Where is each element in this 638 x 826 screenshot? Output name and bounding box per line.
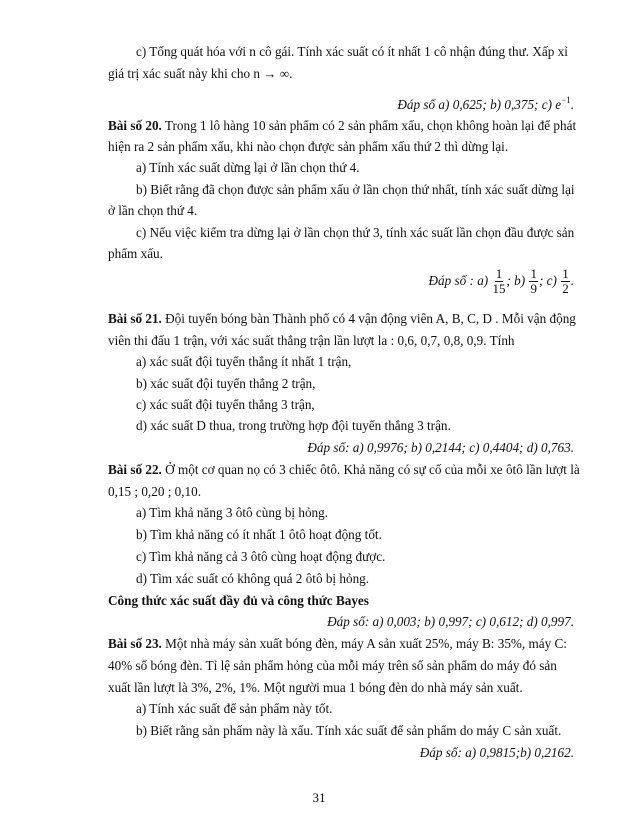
- problem-23b: b) Biết rằng sản phẩm này là xấu. Tính xác suất để sản phẩm do máy C sản xuất.: [136, 723, 562, 738]
- problem-21b: b) xác suất đội tuyển thắng 2 trận,: [136, 376, 316, 391]
- problem-19c-line2: giá trị xác suất này khi cho n → ∞.: [108, 66, 293, 81]
- problem-23-line3: xuất lần lượt là 3%, 2%, 1%. Một người mua 1 bóng đèn do nhà máy sản xuất.: [108, 680, 523, 695]
- problem-19c-line1: c) Tổng quát hóa với n cô gái. Tính xác suất có ít nhất 1 cô nhận đúng thư. Xấp xỉ: [136, 44, 568, 59]
- problem-21d: d) xác suất D thua, trong trường hợp đội tuyển thắng 3 trận.: [136, 418, 451, 433]
- problem-20-label: Bài số 20.: [108, 118, 162, 133]
- section-heading: Công thức xác suất đầy đủ và công thức Bayes: [108, 593, 369, 608]
- problem-22-label: Bài số 22.: [108, 462, 162, 477]
- problem-20-line2: hiện ra 2 sản phẩm xấu, khi nào chọn được sản phẩm xấu thứ 2 thì dừng lại.: [108, 139, 509, 154]
- problem-22a: a) Tìm khả năng 3 ôtô cùng bị hỏng.: [136, 505, 329, 520]
- fraction-c: $\frac{1}{2}$: [562, 266, 569, 297]
- problem-20a: a) Tính xác suất dừng lại ở lần chọn thứ 4.: [136, 160, 360, 175]
- problem-22c: c) Tìm khả năng cả 3 ôtô cùng hoạt động được.: [136, 549, 386, 564]
- problem-22b: b) Tìm khả năng có ít nhất 1 ôtô hoạt động tốt.: [136, 527, 382, 542]
- problem-23-label: Bài số 23.: [108, 636, 162, 651]
- problem-20-line1: Bài số 20. Trong 1 lô hàng 10 sản phẩm có 2 sản phẩm xấu, chọn không hoàn lại để phát: [108, 118, 577, 133]
- problem-21-answer: Đáp số: a) 0,9976; b) 0,2144; c) 0,4404; d) 0,763.: [307, 440, 574, 455]
- problem-23-line1: Bài số 23. Một nhà máy sản xuất bóng đèn, máy A sản xuất 25%, máy B: 35%, máy C:: [108, 636, 567, 651]
- problem-21-line2: viên thi đấu 1 trận, với xác suất thắng trận lần lượt la : 0,6, 0,7, 0,8, 0,9. Tính: [108, 333, 515, 348]
- problem-20c-line1: c) Nếu việc kiểm tra dừng lại ở lần chọn thứ 3, tính xác suất lần chọn đầu được sản: [136, 225, 575, 240]
- problem-23-answer: Đáp số: a) 0,9815;b) 0,2162.: [419, 745, 574, 760]
- problem-21a: a) xác suất đội tuyển thắng ít nhất 1 trận,: [136, 354, 352, 369]
- problem-19-answer: Đáp số a) 0,625; b) 0,375; c) $e^{-1}$.: [397, 95, 574, 112]
- problem-21-line1: Bài số 21. Đội tuyển bóng bàn Thành phố có 4 vận động viên A, B, C, D . Mỗi vận động: [108, 311, 576, 326]
- problem-20c-line2: phẩm xấu.: [108, 246, 163, 261]
- problem-22-answer: Đáp số: a) 0,003; b) 0,997; c) 0,612; d) 0,997.: [327, 614, 574, 629]
- problem-23a: a) Tính xác suất để sản phẩm này tốt.: [136, 701, 333, 716]
- problem-22-line2: 0,15 ; 0,20 ; 0,10.: [108, 484, 202, 499]
- problem-21-label: Bài số 21.: [108, 311, 162, 326]
- problem-21c: c) xác suất đội tuyển thắng 3 trận,: [136, 397, 315, 412]
- problem-23-line2: 40% số bóng đèn. Tỉ lệ sản phẩm hỏng của mỗi máy trên số sản phẩm do máy đó sản: [108, 658, 557, 673]
- problem-20b-line2: ở lần chọn thứ 4.: [108, 203, 198, 218]
- fraction-b: $\frac{1}{9}$: [530, 266, 537, 297]
- problem-22d: d) Tìm xác suất có không quá 2 ôtô bị hỏng.: [136, 571, 370, 586]
- fraction-a: $\frac{1}{15}$: [492, 266, 506, 297]
- problem-20b-line1: b) Biết rằng đã chọn được sản phẩm xấu ở lần chọn thứ nhất, tính xác suất dừng lại: [136, 182, 575, 197]
- problem-22-line1: Bài số 22. Ở một cơ quan nọ có 3 chiếc ôtô. Khả năng có sự cố của mỗi xe ôtô lần lượt là: [108, 462, 580, 477]
- problem-20-answer: Đáp số : a) $\frac{1}{15}$ ; b) $\frac{1}{9}$ ; c) $\frac{1}{2}$ .: [428, 266, 574, 297]
- page-number: 31: [312, 790, 326, 805]
